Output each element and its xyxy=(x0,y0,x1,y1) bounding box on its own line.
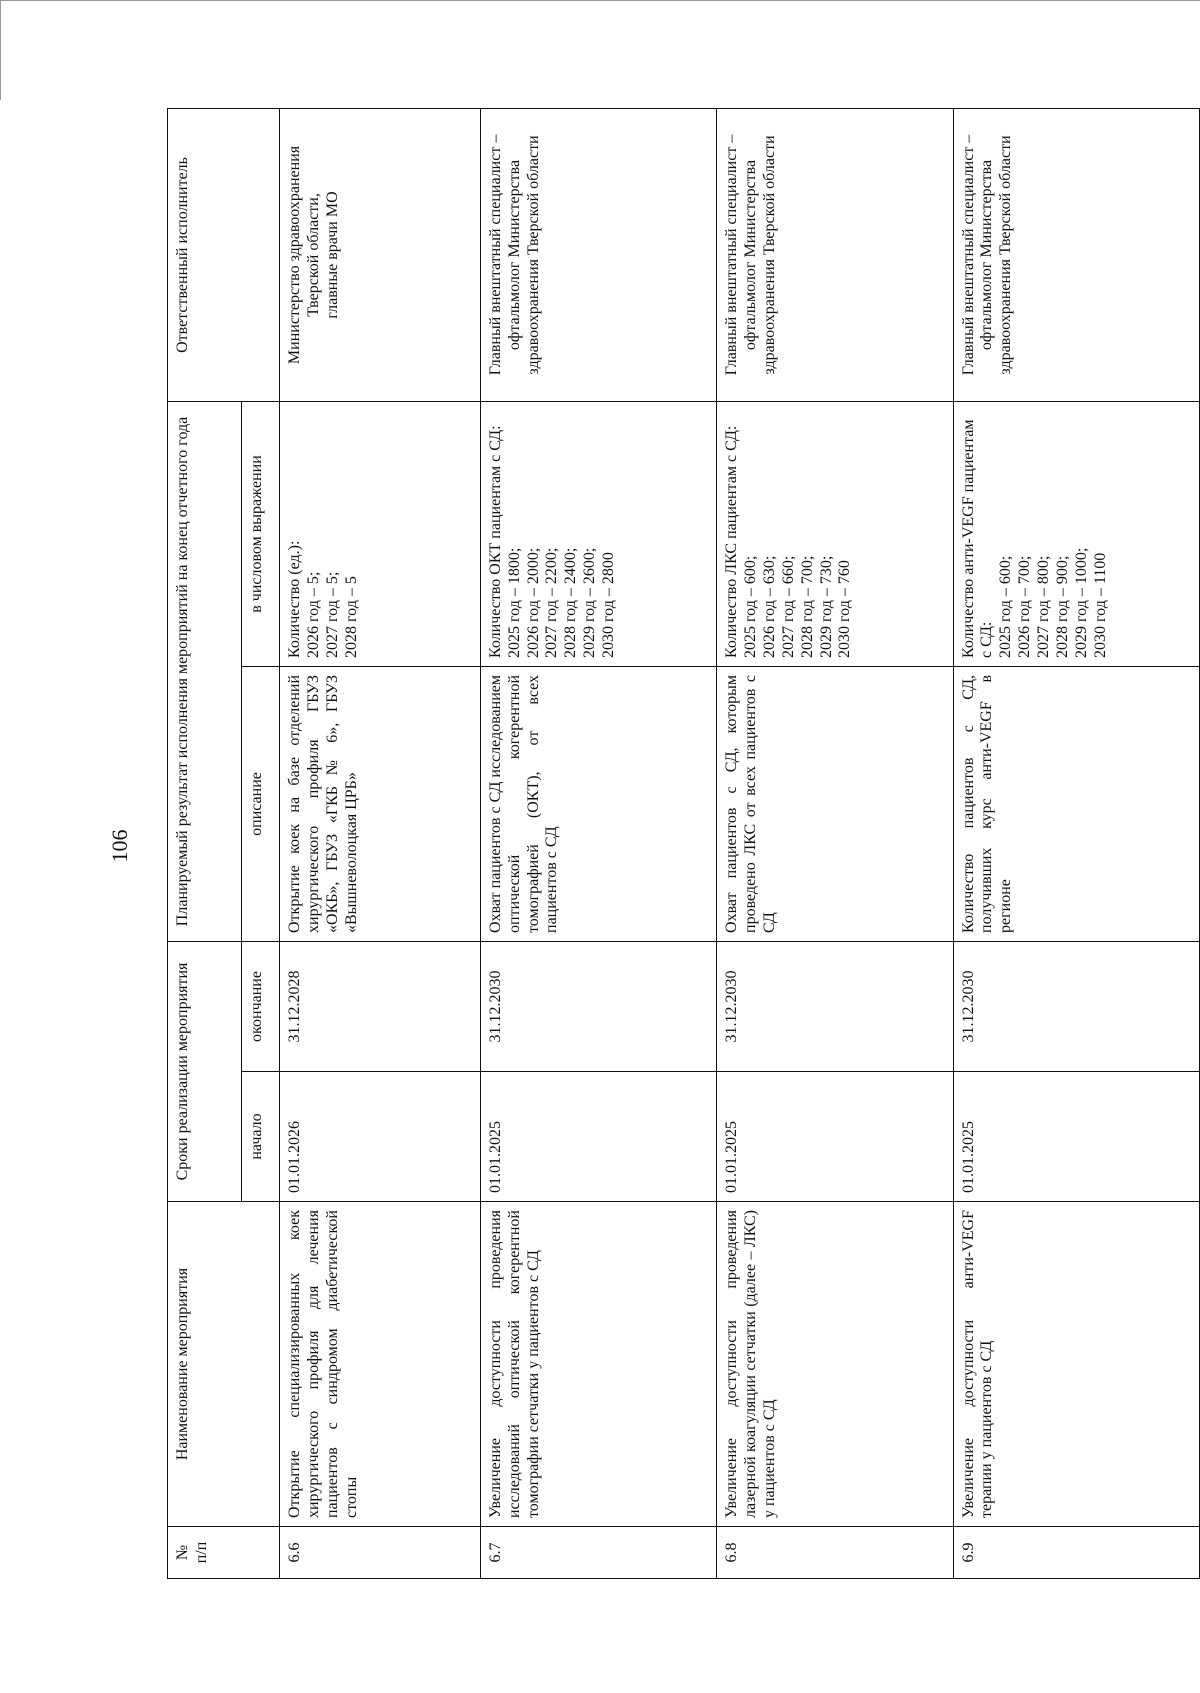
row-description: Охват пациентов с СД исследованием оптической когерентной томографией (ОКТ), от всех пациентов с СД xyxy=(480,666,716,941)
row-description: Охват пациентов с СД, которым проведено ЛКС от всех пациентов с СД xyxy=(717,666,953,941)
row-number: 6.6 xyxy=(280,1527,481,1579)
row-start: 01.01.2026 xyxy=(280,1072,481,1202)
header-terms: Сроки реализации мероприятия xyxy=(168,941,242,1201)
row-description: Количество пациентов с СД, получивших курс анти-VEGF в регионе xyxy=(953,666,1199,941)
action-plan-table xyxy=(167,108,1200,1579)
row-start: 01.01.2025 xyxy=(953,1072,1199,1202)
row-number: 6.9 xyxy=(953,1527,1199,1579)
table-row xyxy=(480,108,716,1578)
header-end: окончание xyxy=(242,941,280,1071)
header-responsible: Ответственный исполнитель xyxy=(168,108,280,401)
row-numeric: Количество (ед.): 2026 год – 5; 2027 год – 5; 2028 год – 5 xyxy=(280,401,481,666)
row-name: Увеличение доступности проведения лазерной коагуляции сетчатки (далее – ЛКС) у пациентов с СД xyxy=(717,1202,953,1527)
rotated-sheet xyxy=(167,109,1200,1579)
table-row xyxy=(717,108,953,1578)
row-end: 31.12.2030 xyxy=(953,941,1199,1071)
header-name: Наименование мероприятия xyxy=(168,1202,280,1527)
row-numeric: Количество ЛКС пациентам с СД: 2025 год – 600; 2026 год – 630; 2027 год – 660; 2028 год – 700; 2029 год – 730; 2030 год – 760 xyxy=(717,401,953,666)
header-row-1 xyxy=(168,108,242,1578)
header-description: описание xyxy=(242,666,280,941)
row-end: 31.12.2030 xyxy=(717,941,953,1071)
row-numeric: Количество ОКТ пациентам с СД: 2025 год – 1800; 2026 год – 2000; 2027 год – 2200; 2028 год – 2400; 2029 год – 2600; 2030 год – 2800 xyxy=(480,401,716,666)
row-responsible: Главный внештатный специалист – офтальмолог Министерства здравоохранения Тверской области xyxy=(717,108,953,401)
row-responsible: Главный внештатный специалист – офтальмолог Министерства здравоохранения Тверской области xyxy=(480,108,716,401)
row-name: Открытие специализированных коек хирургического профиля для лечения пациентов с синдромом диабетической стопы xyxy=(280,1202,481,1527)
row-end: 31.12.2030 xyxy=(480,941,716,1071)
row-description: Открытие коек на базе отделений хирургического профиля ГБУЗ «ОКБ», ГБУЗ «ГКБ № 6», ГБУЗ «Вышневолоцкая ЦРБ» xyxy=(280,666,481,941)
row-start: 01.01.2025 xyxy=(717,1072,953,1202)
page-number: 106 xyxy=(107,829,132,863)
row-responsible: Министерство здравоохранения Тверской области, главные врачи МО xyxy=(280,108,481,401)
row-number: 6.7 xyxy=(480,1527,716,1579)
row-start: 01.01.2025 xyxy=(480,1072,716,1202)
table-row xyxy=(280,108,481,1578)
row-name: Увеличение доступности проведения исследований оптической когерентной томографии сетчатки у пациентов с СД xyxy=(480,1202,716,1527)
header-numeric: в числовом выражении xyxy=(242,401,280,666)
row-name: Увеличение доступности анти-VEGF терапии у пациентов с СД xyxy=(953,1202,1199,1527)
scan-edge-top xyxy=(0,0,1200,1)
row-end: 31.12.2028 xyxy=(280,941,481,1071)
row-number: 6.8 xyxy=(717,1527,953,1579)
header-result: Планируемый результат исполнения мероприятий на конец отчетного года xyxy=(168,401,242,941)
header-start: начало xyxy=(242,1072,280,1202)
table-row xyxy=(953,108,1199,1578)
header-num: № п/п xyxy=(168,1527,280,1579)
scan-edge-left xyxy=(0,0,1,100)
row-numeric: Количество анти-VEGF пациентам с СД: 2025 год – 600; 2026 год – 700; 2027 год – 800; 2028 год – 900; 2029 год – 1000; 2030 год – 1100 xyxy=(953,401,1199,666)
row-responsible: Главный внештатный специалист – офтальмолог Министерства здравоохранения Тверской области xyxy=(953,108,1199,401)
